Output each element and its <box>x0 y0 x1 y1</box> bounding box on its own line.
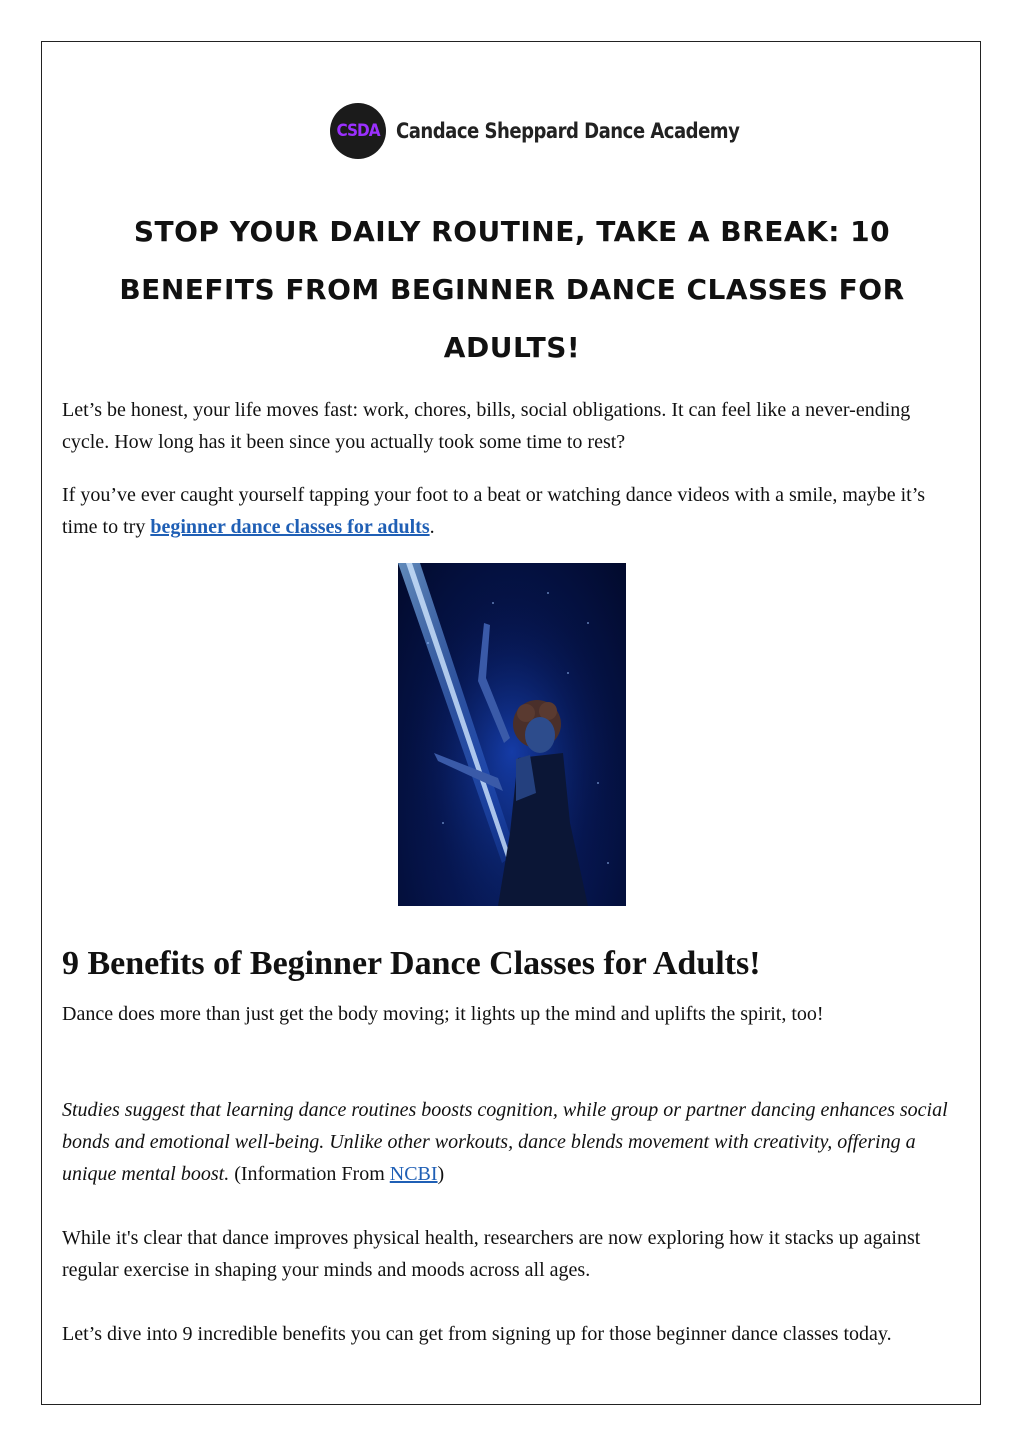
section-heading: 9 Benefits of Beginner Dance Classes for Adults! <box>62 945 761 982</box>
intro-p2-text: If you’ve ever caught yourself tapping your foot to a beat or watching dance videos with a smile, maybe it’s time to try <box>62 484 926 538</box>
academy-logo[interactable] <box>330 103 795 159</box>
intro-p2-end: . <box>429 516 435 538</box>
logo-emblem <box>330 103 386 159</box>
page-title: STOP YOUR DAILY ROUTINE, TAKE A BREAK: 10 BENEFITS FROM BEGINNER DANCE CLASSES FOR ADULTS! <box>119 215 905 364</box>
quote-source-suffix: ) <box>437 1163 445 1185</box>
intro-paragraph-2 <box>62 479 962 543</box>
research-quote-text: Studies suggest that learning dance routines boosts cognition, while group or partner dancing enhances social bonds and emotional well-being. Unlike other workouts, dance blends movement with creativity, offering a unique mental boost. <box>62 1099 948 1185</box>
research-quote <box>62 1094 962 1190</box>
dancer-photo <box>398 563 626 906</box>
beginner-classes-link[interactable]: beginner dance classes for adults <box>150 516 430 538</box>
quote-source-prefix: (Information From <box>229 1163 390 1185</box>
section-paragraph-3: While it's clear that dance improves physical health, researchers are now exploring how it stacks up against regular exercise in shaping your minds and moods across all ages. <box>62 1227 921 1281</box>
intro-paragraph-1: Let’s be honest, your life moves fast: work, chores, bills, social obligations. It can feel like a never-ending cycle. How long has it been since you actually took some time to rest? <box>62 399 911 453</box>
section-paragraph-1: Dance does more than just get the body moving; it lights up the mind and uplifts the spirit, too! <box>62 1003 824 1025</box>
section-paragraph-4: Let’s dive into 9 incredible benefits you can get from signing up for those beginner dance classes today. <box>62 1323 892 1345</box>
academy-name: Candace Sheppard Dance Academy <box>396 119 740 143</box>
logo-mark: CSDA <box>336 121 380 141</box>
dancer-illustration <box>398 563 626 906</box>
ncbi-link[interactable]: NCBI <box>389 1163 438 1185</box>
